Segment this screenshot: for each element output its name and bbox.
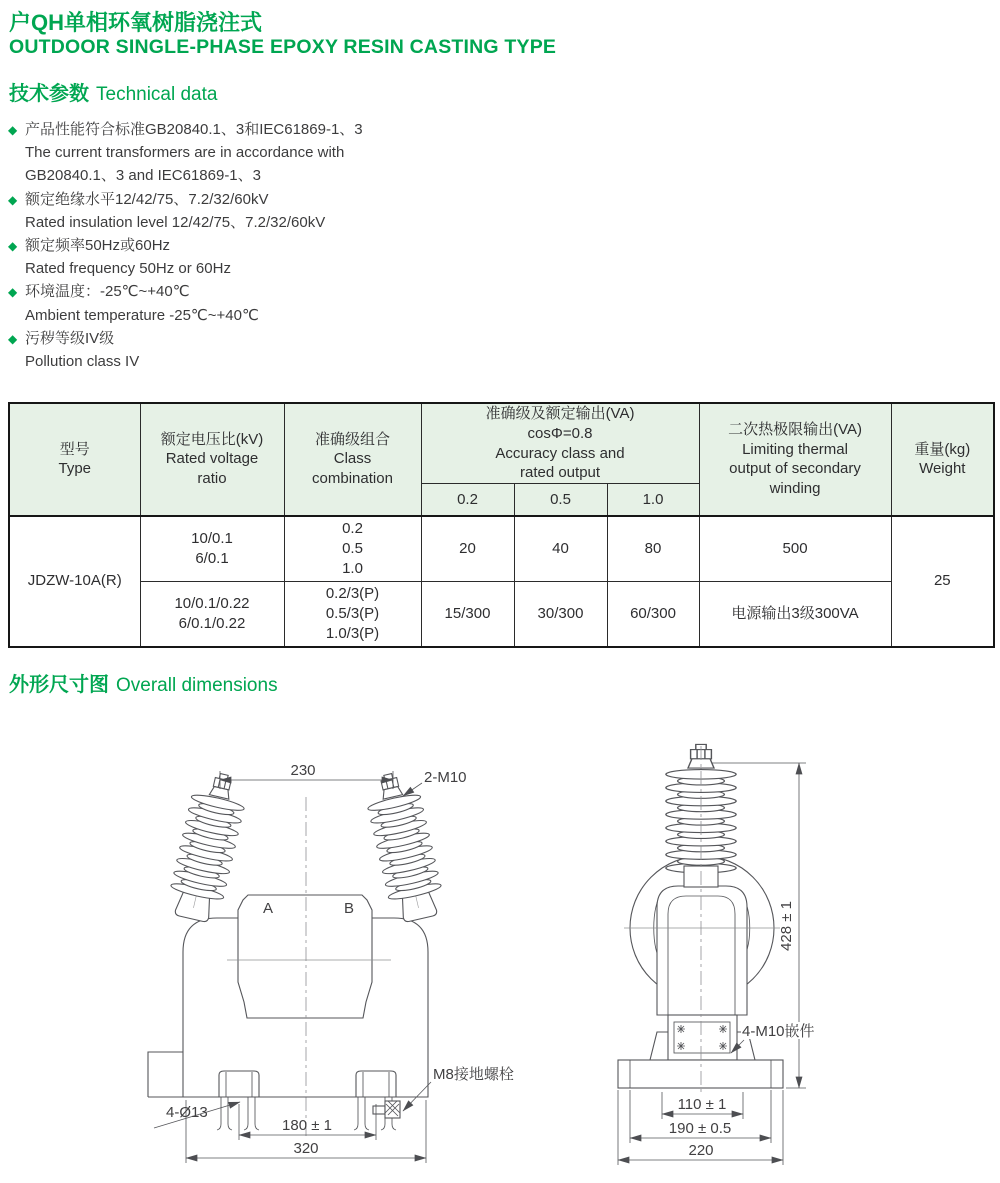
dim-feet-spacing: 180 ± 1 — [282, 1117, 332, 1134]
dim-base-inner: 190 ± 0.5 — [668, 1120, 732, 1137]
spec-line-en: The current transformers are in accordance with — [25, 144, 345, 162]
bushing-b — [361, 768, 447, 924]
cell-ratio: 10/0.1/0.22 6/0.1/0.22 — [140, 582, 284, 647]
subcol-0.5: 0.5 — [514, 484, 607, 516]
side-view-drawing — [618, 744, 783, 1094]
spec-item-standards — [8, 118, 363, 188]
cell-class: 0.2/3(P) 0.5/3(P) 1.0/3(P) — [284, 582, 421, 647]
spec-line-zh: 额定绝缘水平12/42/75、7.2/32/60kV — [25, 190, 269, 208]
spec-item-pollution — [8, 327, 363, 373]
subcol-1.0: 1.0 — [607, 484, 699, 516]
dimension-drawings — [0, 728, 1000, 1170]
side-base — [618, 1060, 783, 1088]
cell-class: 0.2 0.5 1.0 — [284, 516, 421, 582]
spec-line-en: GB20840.1、3 and IEC61869-1、3 — [25, 167, 261, 185]
section-technical-en: Technical data — [96, 84, 218, 105]
page-title-en: OUTDOOR SINGLE-PHASE EPOXY RESIN CASTING TYPE — [9, 36, 557, 58]
inserts-label: 4-M10嵌件 — [742, 1023, 815, 1040]
spec-item-insulation — [8, 188, 363, 234]
ground-bolt-label: M8接地螺栓 — [433, 1066, 514, 1083]
section-technical-zh: 技术参数 — [9, 83, 89, 105]
spec-line-en: Pollution class IV — [25, 353, 140, 371]
mounting-holes-label: 4-Ø13 — [166, 1104, 208, 1121]
cell-out-02: 20 — [421, 516, 514, 582]
cell-out-10: 80 — [607, 516, 699, 582]
diamond-bullet-icon: ◆ — [8, 285, 18, 300]
section-dimensions-en: Overall dimensions — [116, 675, 278, 696]
spec-line-zh: 产品性能符合标准GB20840.1、3和IEC61869-1、3 — [25, 121, 363, 138]
subcol-0.2: 0.2 — [421, 484, 514, 516]
cell-thermal: 电源输出3级300VA — [699, 582, 891, 647]
spec-line-zh: 额定频率50Hz或60Hz — [25, 237, 171, 255]
col-header-accuracy: 准确级及额定输出(VA) cosΦ=0.8 Accuracy class and rated output — [421, 403, 699, 484]
col-header-type: 型号 Type — [9, 403, 140, 516]
dim-terminal-spacing: 230 — [290, 762, 316, 779]
terminal-a-label: A — [263, 900, 274, 917]
ground-bolt — [373, 1101, 400, 1118]
section-overall-dimensions — [9, 668, 278, 698]
table-row — [9, 582, 994, 647]
spec-item-temperature — [8, 280, 363, 326]
section-dimensions-zh: 外形尺寸图 — [9, 674, 109, 696]
diamond-bullet-icon: ◆ — [8, 331, 18, 346]
dim-height: 428 ± 1 — [778, 901, 795, 951]
col-header-thermal: 二次热极限输出(VA) Limiting thermal output of secondary winding — [699, 403, 891, 516]
col-header-class: 准确级组合 Class combination — [284, 403, 421, 516]
dim-base-depth: 220 — [688, 1142, 714, 1159]
terminal-bolt-label: 2-M10 — [424, 769, 467, 786]
cell-out-02: 15/300 — [421, 582, 514, 647]
front-view-drawing — [148, 768, 447, 1138]
cell-thermal: 500 — [699, 516, 891, 582]
page-title-zh: 户QH单相环氧树脂浇注式 — [9, 10, 263, 35]
spec-table — [8, 402, 995, 648]
dim-base-width: 320 — [293, 1140, 319, 1157]
diamond-bullet-icon: ◆ — [8, 192, 18, 207]
dim-insert-spacing: 110 ± 1 — [677, 1096, 727, 1113]
col-header-weight: 重量(kg) Weight — [891, 403, 994, 516]
spec-line-en: Rated frequency 50Hz or 60Hz — [25, 260, 231, 278]
diamond-bullet-icon: ◆ — [8, 239, 18, 254]
spec-line-zh: 环境温度：-25℃~+40℃ — [25, 283, 190, 301]
spec-line-en: Ambient temperature -25℃~+40℃ — [25, 306, 259, 324]
spec-line-zh: 污秽等级IV级 — [25, 329, 115, 347]
cell-out-05: 40 — [514, 516, 607, 582]
table-row — [9, 516, 994, 582]
cell-ratio: 10/0.1 6/0.1 — [140, 516, 284, 582]
cell-out-10: 60/300 — [607, 582, 699, 647]
section-technical-data — [9, 77, 217, 107]
cell-weight: 25 — [891, 516, 994, 647]
terminal-b-label: B — [344, 900, 355, 917]
col-header-ratio: 额定电压比(kV) Rated voltage ratio — [140, 403, 284, 516]
cell-type: JDZW-10A(R) — [9, 516, 140, 647]
diamond-bullet-icon: ◆ — [8, 123, 18, 137]
spec-item-frequency — [8, 234, 363, 280]
spec-bullet-list — [8, 118, 363, 373]
cell-out-05: 30/300 — [514, 582, 607, 647]
spec-line-en: Rated insulation level 12/42/75、7.2/32/60kV — [25, 213, 326, 231]
bushing-a — [165, 768, 251, 924]
